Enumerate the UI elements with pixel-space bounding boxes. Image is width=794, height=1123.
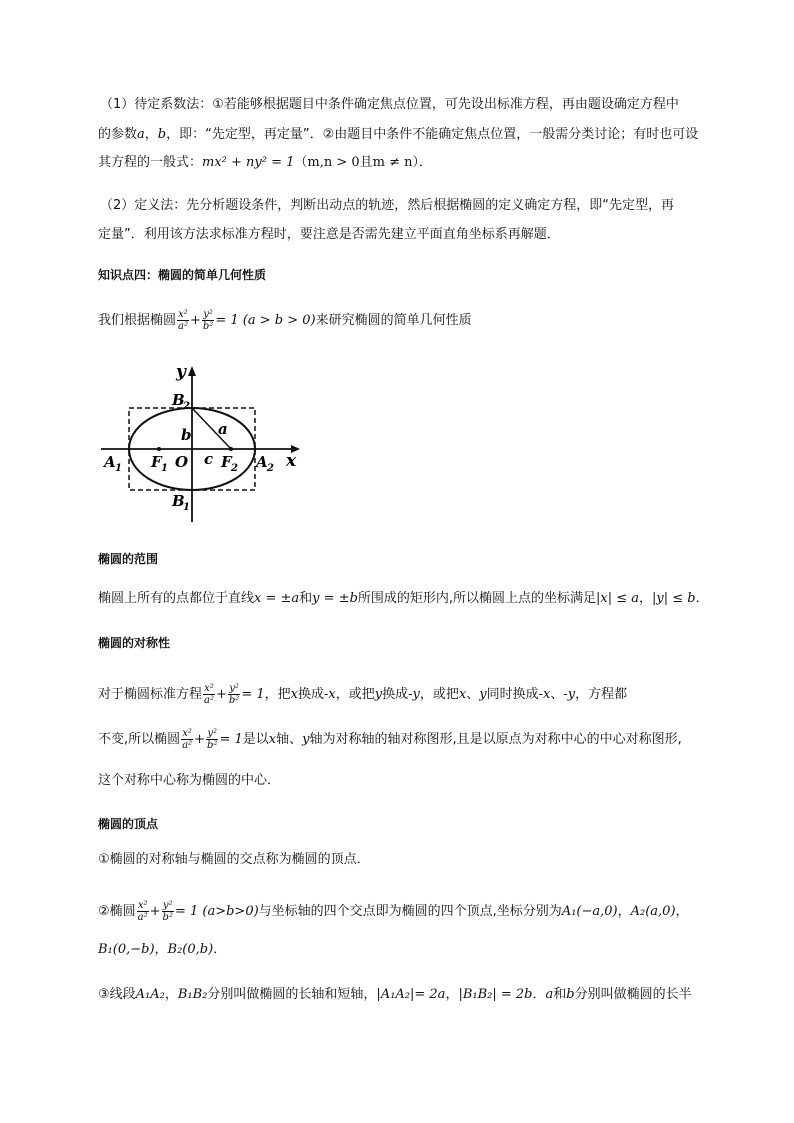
intro-text-post: 来研究椭圆的简单几何性质 — [315, 313, 472, 328]
separator: 、 — [466, 687, 480, 702]
focus-f2-point — [229, 447, 233, 451]
fraction-y — [162, 900, 174, 923]
range-heading: 椭圆的范围 — [98, 552, 159, 566]
plus-sign: + — [216, 687, 227, 702]
vertex-line3 — [98, 941, 708, 959]
method1-text-a: （1）待定系数法：①若能够根据题目中条件确定焦点位置，可先设出标准方程，再由题设确定方程中 — [100, 97, 679, 112]
eq-one: = 1 — [219, 732, 243, 747]
vertex-text: ③线段 — [98, 987, 136, 1002]
vertex-text: 分别叫做椭圆的长半 — [574, 987, 692, 1002]
var-a: a — [545, 987, 554, 1002]
plus-sign: + — [190, 313, 201, 328]
label-f1-sub: 1 — [161, 463, 168, 474]
label-x: x — [286, 451, 297, 471]
symmetry-text: 不变,所以椭圆 — [98, 732, 181, 747]
symmetry-line3: 这个对称中心称为椭圆的中心． — [98, 773, 281, 788]
separator: ， — [164, 987, 178, 1002]
label-a2-sub: 2 — [267, 463, 274, 474]
symmetry-heading: 椭圆的对称性 — [98, 636, 171, 650]
separator: ， — [144, 127, 158, 142]
focus-f1-point — [157, 447, 161, 451]
var-neg-x: -x — [538, 687, 551, 702]
label-b2: B — [172, 391, 185, 409]
separator: ， — [639, 591, 653, 606]
fraction-x — [137, 900, 149, 923]
symmetry-text: 是以 — [242, 732, 269, 747]
fraction-y-den: b² — [162, 912, 173, 923]
plus-sign: + — [149, 904, 161, 919]
fraction-y-num: y² — [203, 309, 213, 320]
vertex-a2: A₂(a,0) — [630, 904, 676, 919]
fraction-x-den: a² — [204, 695, 214, 706]
var-neg-x: -x — [324, 687, 336, 702]
vertex-equation: = 1 (a>b>0) — [174, 904, 259, 919]
method1-text-b: 的参数 — [98, 127, 138, 142]
segment-b1b2: B₁B₂ — [177, 987, 208, 1002]
label-origin: O — [175, 453, 189, 471]
label-a2: A — [256, 453, 268, 471]
eq-one: = 1 — [241, 687, 265, 702]
plus-sign: + — [194, 732, 206, 747]
label-a1: A — [104, 453, 116, 471]
var-y: y — [374, 687, 383, 702]
var-neg-y: -y — [408, 687, 420, 702]
label-y: y — [176, 362, 186, 382]
symmetry-text: ，方程都 — [575, 687, 628, 702]
method2-line1 — [100, 197, 710, 215]
fraction-x-num: x² — [204, 683, 214, 694]
label-b2-sub: 2 — [183, 401, 190, 412]
fraction-y-num: y² — [229, 683, 239, 694]
fraction-x-den: a² — [137, 912, 148, 923]
general-equation: mx² + ny² = 1 — [202, 155, 295, 170]
method1-line2 — [98, 126, 708, 144]
vertex-heading: 椭圆的顶点 — [98, 817, 159, 831]
range-eq-absx: |x| ≤ a — [596, 591, 640, 606]
fraction-y-den: b² — [202, 321, 214, 332]
fraction-x — [181, 728, 193, 751]
period: ． — [532, 987, 546, 1002]
separator: ， — [445, 987, 459, 1002]
symmetry-text: 轴为对称轴的轴对称图形,且是以原点为对称中心的中心对称图形, — [309, 732, 682, 747]
symmetry-text: 同时换成 — [486, 687, 539, 702]
minor-axis-length: |B₁B₂| = 2b — [458, 987, 533, 1002]
label-f2: F — [221, 453, 232, 471]
fraction-x — [177, 309, 189, 332]
vertex-line4 — [98, 986, 708, 1004]
method1-line3 — [98, 154, 708, 172]
fraction-x-den: a² — [182, 740, 193, 751]
symmetry-text: ，或把 — [335, 687, 375, 702]
label-a: a — [218, 420, 228, 438]
symmetry-text-pre: 对于椭圆标准方程 — [98, 687, 203, 702]
range-text — [98, 590, 708, 608]
var-y: y — [479, 687, 487, 702]
vertex-text: 与坐标轴的四个交点即为椭圆的四个顶点,坐标分别为 — [258, 904, 562, 919]
fraction-x-num: x² — [137, 900, 148, 911]
label-b1-sub: 1 — [183, 502, 190, 513]
fraction-y — [228, 683, 240, 706]
label-b: b — [181, 426, 192, 444]
param-b: b — [157, 127, 167, 142]
fraction-y-den: b² — [207, 740, 218, 751]
var-x: x — [458, 687, 467, 702]
symmetry-text: 换成 — [297, 687, 324, 702]
range-eq-absy: |y| ≤ b — [652, 591, 696, 606]
range-eq-x: x = ±a — [254, 591, 300, 606]
var-b: b — [566, 987, 575, 1002]
vertex-text: ②椭圆 — [98, 904, 136, 919]
symmetry-text: ，把 — [264, 687, 291, 702]
fraction-y — [206, 728, 218, 751]
var-x: x — [268, 732, 277, 747]
separator: ， — [154, 942, 168, 957]
method2-text-b: 定量”．利用该方法求标准方程时，要注意是否需先建立平面直角坐标系再解题． — [98, 227, 560, 242]
separator: ， — [675, 904, 689, 919]
vertex-b2: B₂(0,b) — [167, 942, 214, 957]
y-axis-arrow-icon — [188, 366, 196, 376]
method2-text-a: （2）定义法：先分析题设条件，判断出动点的轨迹，然后根据椭圆的定义确定方程，即“先定型，再 — [100, 198, 675, 213]
vertex-b1: B₁(0,−b) — [98, 942, 155, 957]
period: ． — [695, 591, 709, 606]
param-a: a — [137, 127, 145, 142]
var-neg-y: -y — [563, 687, 576, 702]
vertex-line2 — [98, 897, 708, 927]
label-f1: F — [151, 453, 162, 471]
range-and: 和 — [299, 591, 313, 606]
label-c: c — [204, 450, 214, 468]
label-a1-sub: 1 — [115, 463, 122, 474]
general-equation-condition: （m,n > 0且m ≠ n）． — [294, 155, 433, 170]
separator: 、 — [550, 687, 564, 702]
method1-text-c: 其方程的一般式： — [98, 155, 203, 170]
range-text-mid: 所围成的矩形内,所以椭圆上点的坐标满足 — [357, 591, 597, 606]
segment-a1a2: A₁A₂ — [135, 987, 165, 1002]
major-axis-length: |A₁A₂|= 2a — [376, 987, 446, 1002]
vertex-a1: A₁(−a,0) — [561, 904, 618, 919]
symmetry-text: 换成 — [382, 687, 409, 702]
fraction-y-num: y² — [162, 900, 173, 911]
ellipse-diagram — [96, 360, 306, 525]
method1-line1 — [100, 96, 710, 114]
var-y: y — [302, 732, 310, 747]
period: ． — [213, 942, 227, 957]
method1-text-b-rest: ，即：“先定型，再定量”．②由题目中条件不能确定焦点位置，一般需分类讨论；有时也可设 — [166, 127, 699, 142]
fraction-y-num: y² — [207, 728, 218, 739]
symmetry-line1 — [98, 680, 708, 710]
range-eq-y: y = ±b — [312, 591, 358, 606]
fraction-x — [203, 683, 215, 706]
var-x: x — [290, 687, 298, 702]
vertex-text: 和 — [553, 987, 567, 1002]
method2-line2 — [98, 226, 708, 244]
ellipse-intro — [98, 306, 708, 336]
symmetry-text: ，或把 — [419, 687, 459, 702]
label-b1: B — [172, 492, 185, 510]
symmetry-text: 轴、 — [276, 732, 303, 747]
vertex-text: 分别叫做椭圆的长轴和短轴， — [207, 987, 377, 1002]
range-text-pre: 椭圆上所有的点都位于直线 — [98, 591, 255, 606]
fraction-x-num: x² — [178, 309, 188, 320]
section-heading: 知识点四：椭圆的简单几何性质 — [98, 268, 267, 282]
intro-text: 我们根据椭圆 — [98, 313, 177, 328]
fraction-y-den: b² — [228, 695, 240, 706]
fraction-x-num: x² — [182, 728, 192, 739]
intro-equation-rest: = 1 (a > b > 0) — [215, 313, 316, 328]
vertex-line1: ①椭圆的对称轴与椭圆的交点称为椭圆的顶点． — [98, 852, 370, 867]
symmetry-line2 — [98, 725, 708, 755]
separator: ， — [617, 904, 631, 919]
fraction-x-den: a² — [178, 321, 188, 332]
label-f2-sub: 2 — [231, 463, 238, 474]
fraction-y — [202, 309, 214, 332]
